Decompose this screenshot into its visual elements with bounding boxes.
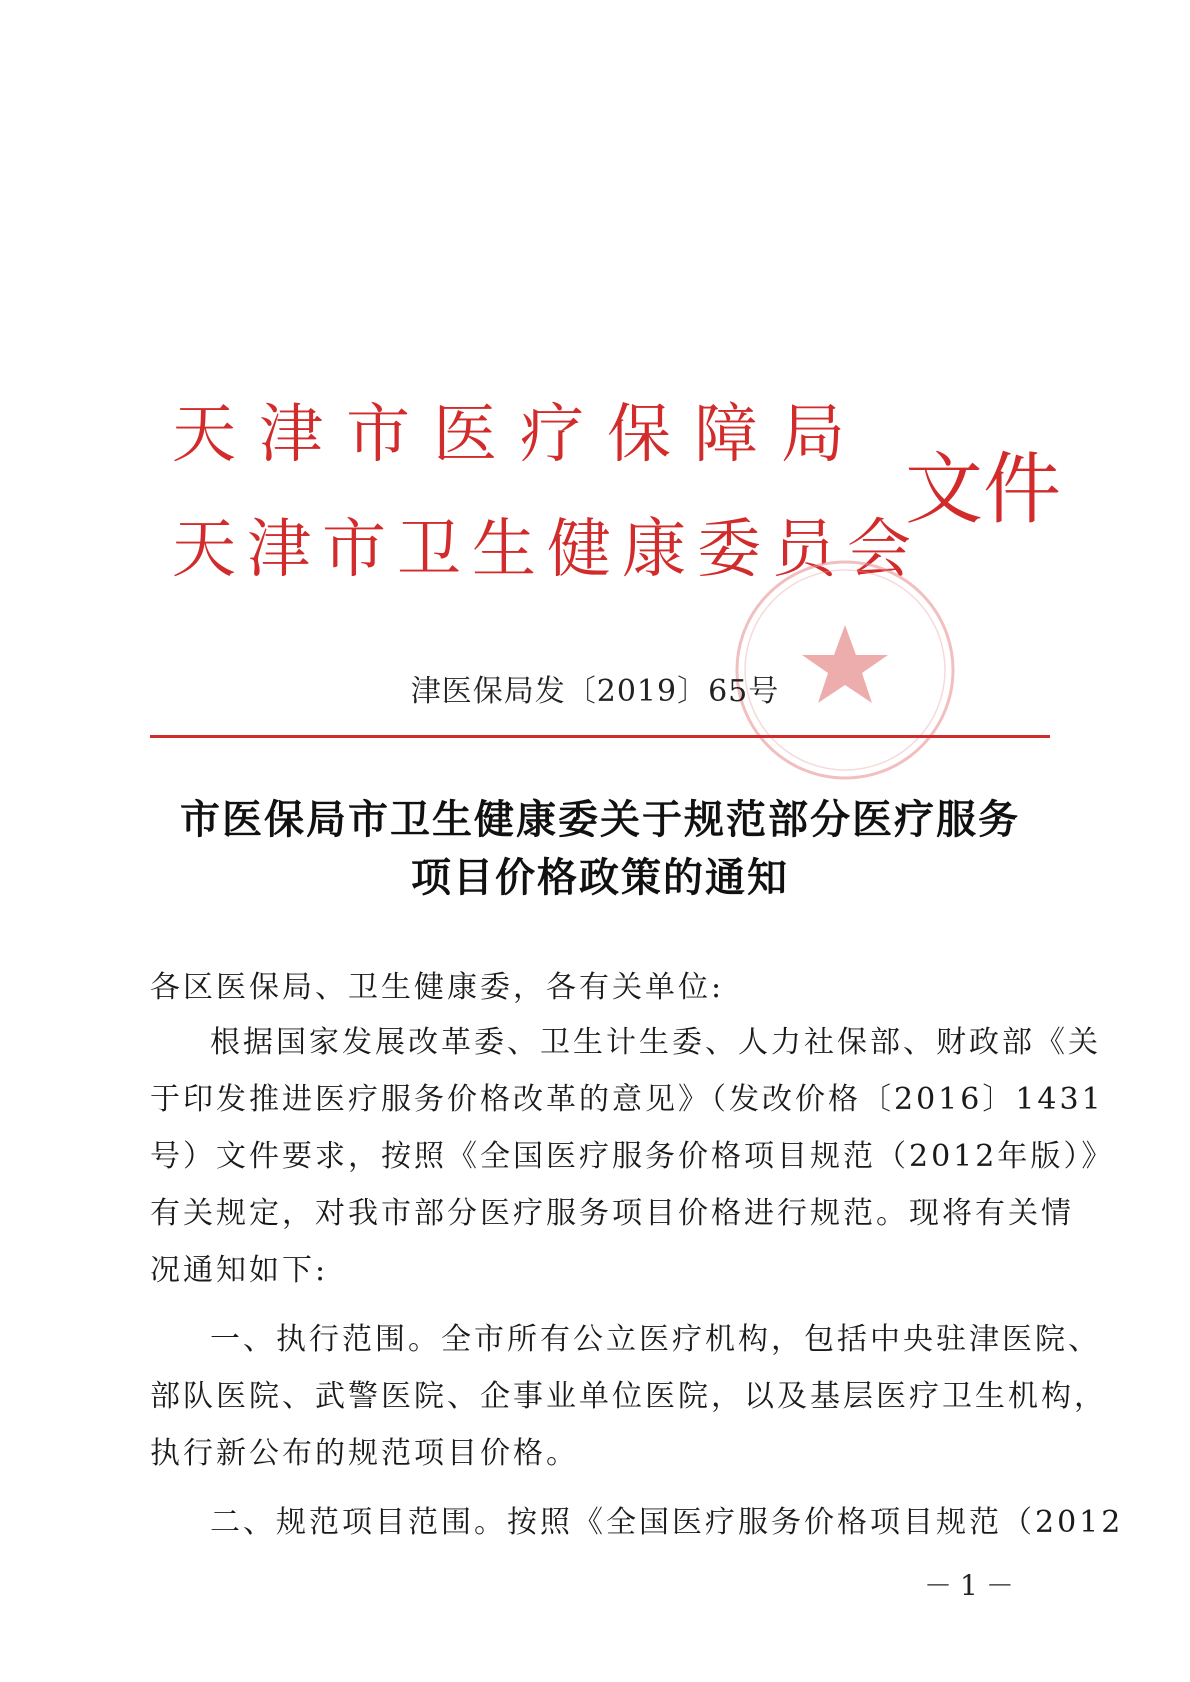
seal-star-icon bbox=[730, 555, 960, 785]
paragraph-line: 部队医院、武警医院、企事业单位医院，以及基层医疗卫生机构， bbox=[150, 1379, 1107, 1414]
document-title-line-2: 项目价格政策的通知 bbox=[411, 854, 789, 901]
salutation: 各区医保局、卫生健康委，各有关单位: bbox=[150, 970, 725, 1005]
paragraph-line: 号）文件要求，按照《全国医疗服务价格项目规范（2012年版）》 bbox=[150, 1139, 1115, 1174]
document-header bbox=[0, 0, 1190, 620]
paragraph-line: 二、规范项目范围。按照《全国医疗服务价格项目规范（2012 bbox=[210, 1505, 1124, 1540]
agency-name-medical-security: 天津市医疗保障局 bbox=[172, 398, 868, 472]
paragraph-line: 有关规定，对我市部分医疗服务项目价格进行规范。现将有关情 bbox=[150, 1196, 1074, 1231]
paragraph-line: 况通知如下: bbox=[150, 1253, 329, 1288]
paragraph-line: 于印发推进医疗服务价格改革的意见》（发改价格〔2016〕1431 bbox=[150, 1082, 1104, 1117]
paragraph-line: 执行新公布的规范项目价格。 bbox=[150, 1436, 579, 1471]
document-type-label: 文件 bbox=[905, 445, 1062, 535]
paragraph-line: 根据国家发展改革委、卫生计生委、人力社保部、财政部《关 bbox=[210, 1025, 1101, 1060]
page-number: －1－ bbox=[924, 1569, 1022, 1602]
document-number: 津医保局发〔2019〕65号 bbox=[410, 674, 780, 709]
document-title-line-1: 市医保局市卫生健康委关于规范部分医疗服务 bbox=[180, 796, 1020, 843]
paragraph-line: 一、执行范围。全市所有公立医疗机构，包括中央驻津医院、 bbox=[210, 1322, 1101, 1357]
agency-name-health-commission: 天津市卫生健康委员会 bbox=[172, 513, 922, 587]
red-divider-line bbox=[150, 735, 1050, 738]
